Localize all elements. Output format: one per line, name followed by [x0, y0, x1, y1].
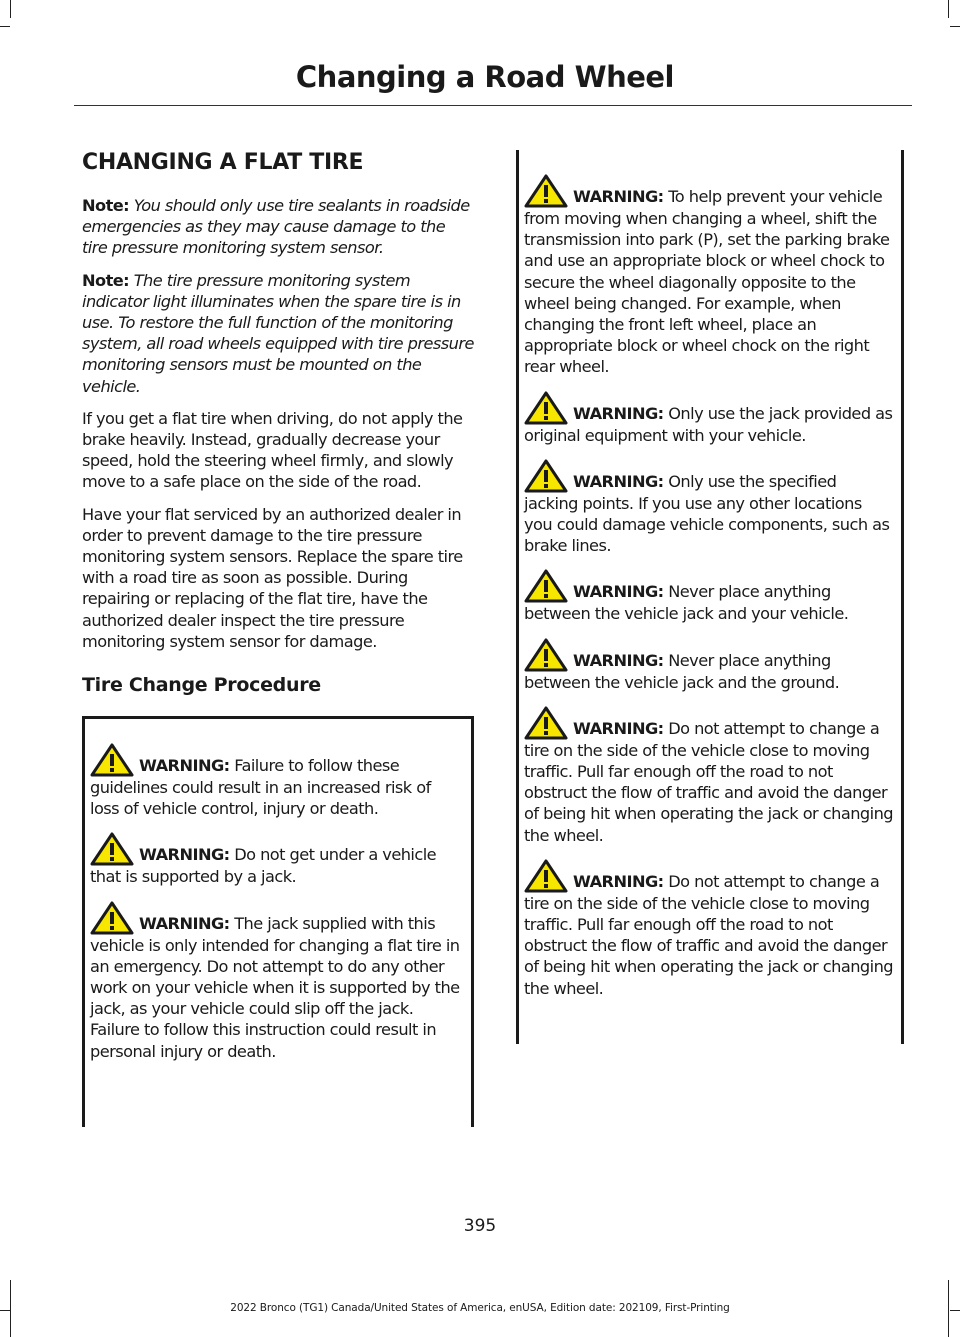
warning-label: WARNING:	[573, 471, 664, 491]
section-heading: CHANGING A FLAT TIRE	[82, 150, 364, 175]
warning-item	[524, 859, 894, 999]
note-paragraph	[82, 195, 474, 259]
warning-label: WARNING:	[573, 582, 664, 602]
warning-label: WARNING:	[573, 718, 664, 738]
warning-triangle-icon	[524, 569, 568, 603]
crop-mark	[10, 0, 11, 18]
warning-label: WARNING:	[139, 845, 230, 865]
warning-item	[524, 391, 894, 446]
warning-text: Failure to follow these guidelines could result in an increased risk of loss of vehicle control, injury or death.	[90, 756, 431, 819]
left-column	[82, 150, 474, 1127]
warning-triangle-icon	[524, 174, 568, 208]
note-paragraph	[82, 270, 474, 397]
warning-text: To help prevent your vehicle from moving when changing a wheel, shift the transmission into park (P), set the parking brake and use an appropriate block or wheel chock to secure the wheel diagonally opposite to the wheel being changed. For example, when changing the front left wheel, place an appropriate block or wheel chock on the right rear wheel.	[524, 187, 890, 377]
warning-label: WARNING:	[573, 650, 664, 670]
warning-box	[82, 716, 474, 1127]
warning-triangle-icon	[524, 638, 568, 672]
warning-text: Never place anything between the vehicle jack and your vehicle.	[524, 582, 849, 624]
warning-triangle-icon	[524, 706, 568, 740]
warning-triangle-icon	[524, 459, 568, 493]
warning-triangle-icon	[90, 832, 134, 866]
warning-triangle-icon	[90, 901, 134, 935]
warning-item	[524, 174, 894, 378]
note-label: Note:	[82, 196, 130, 215]
warning-item	[90, 901, 464, 1062]
page-number: 395	[463, 1216, 497, 1236]
header-divider	[74, 105, 912, 106]
warning-item	[524, 638, 894, 693]
subsection-heading: Tire Change Procedure	[82, 674, 321, 697]
warning-item	[90, 832, 464, 887]
note-label: Note:	[82, 270, 130, 290]
warning-label: WARNING:	[139, 756, 230, 776]
note-text: The tire pressure monitoring system indicator light illuminates when the spare tire is in use. To restore the full function of the monitoring system, all road wheels equipped with tire pressure monitoring sensors must be mounted on the vehicle.	[82, 270, 474, 396]
crop-mark	[950, 26, 960, 27]
warning-triangle-icon	[524, 859, 568, 893]
warning-label: WARNING:	[139, 913, 230, 933]
right-warning-column	[516, 150, 904, 1044]
crop-mark	[0, 26, 10, 27]
note-text: You should only use tire sealants in roadside emergencies as they may cause damage to the tire pressure monitoring system sensor.	[82, 196, 470, 258]
warning-text: Do not get under a vehicle that is supported by a jack.	[90, 845, 437, 887]
warning-triangle-icon	[524, 391, 568, 425]
body-paragraph: Have your flat serviced by an authorized dealer in order to prevent damage to the tire pressure monitoring system sensors. Replace the spare tire with a road tire as soon as possible. During repairing or replacing of the flat tire, have the authorized dealer inspect the tire pressure monitoring system sensor for damage.	[82, 504, 463, 651]
footer-edition-info: 2022 Bronco (TG1) Canada/United States of America, enUSA, Edition date: 202109, First-Printing	[230, 1302, 730, 1314]
warning-text: Only use the jack provided as original equipment with your vehicle.	[524, 403, 893, 445]
body-paragraph: If you get a flat tire when driving, do not apply the brake heavily. Instead, gradually decrease your speed, hold the steering wheel firmly, and slowly move to a safe place on the side of the road.	[82, 408, 463, 492]
warning-text: Do not attempt to change a tire on the side of the vehicle close to moving traffic. Pull far enough off the road to not obstruct the flow of traffic and avoid the danger of being hit when operating the jack or changing the wheel.	[524, 718, 894, 845]
warning-label: WARNING:	[573, 403, 664, 423]
warning-item	[524, 706, 894, 846]
page-title: Changing a Road Wheel	[295, 60, 674, 94]
crop-mark	[948, 0, 949, 18]
warning-text: Never place anything between the vehicle jack and the ground.	[524, 650, 840, 692]
warning-label: WARNING:	[573, 871, 664, 891]
warning-text: Do not attempt to change a tire on the side of the vehicle close to moving traffic. Pull far enough off the road to not obstruct the flow of traffic and avoid the danger of being hit when operating the jack or changing the wheel.	[524, 871, 894, 998]
warning-item	[90, 743, 464, 819]
warning-item	[524, 459, 894, 557]
warning-item	[524, 569, 894, 624]
warning-triangle-icon	[90, 743, 134, 777]
warning-text: Only use the specified jacking points. If you use any other locations you could damage vehicle components, such as brake lines.	[524, 471, 890, 556]
warning-text: The jack supplied with this vehicle is only intended for changing a flat tire in an emergency. Do not attempt to do any other work on your vehicle when it is supported by the jack, as your vehicle could slip off the jack. Failure to follow this instruction could result in personal injury or death.	[90, 913, 460, 1061]
warning-label: WARNING:	[573, 187, 664, 206]
